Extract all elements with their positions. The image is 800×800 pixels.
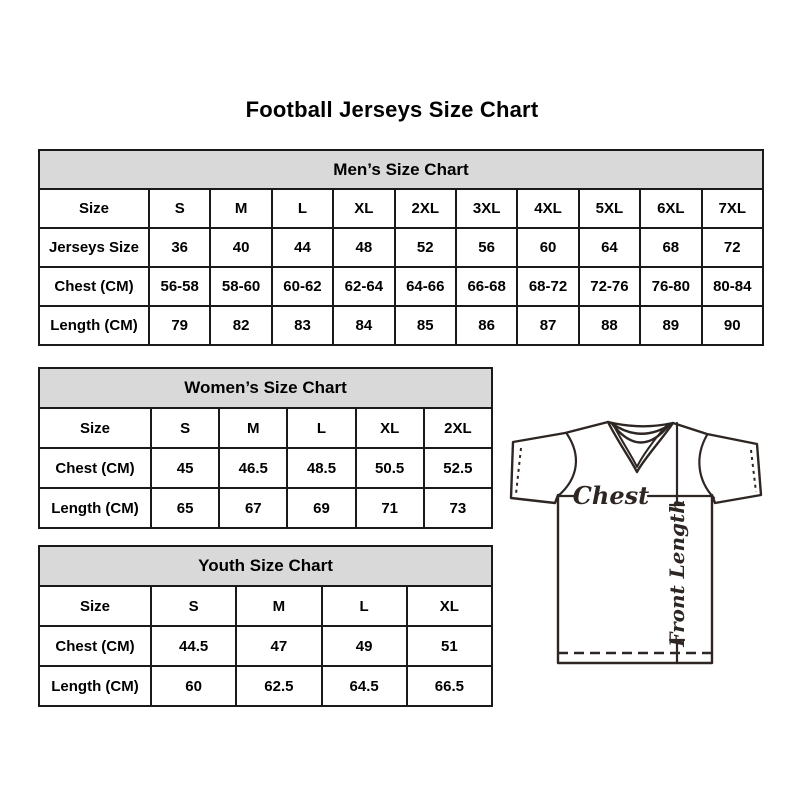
size-cell: 66.5 xyxy=(407,666,492,706)
row-label: Length (CM) xyxy=(39,306,149,345)
size-cell: 3XL xyxy=(456,189,517,228)
row-label: Length (CM) xyxy=(39,666,151,706)
size-cell: 73 xyxy=(424,488,492,528)
size-cell: L xyxy=(322,586,407,626)
size-cell: 89 xyxy=(640,306,701,345)
row-label: Chest (CM) xyxy=(39,626,151,666)
size-cell: 67 xyxy=(219,488,287,528)
size-cell: 72-76 xyxy=(579,267,640,306)
row-label: Size xyxy=(39,586,151,626)
size-cell: XL xyxy=(333,189,394,228)
size-cell: 68-72 xyxy=(517,267,578,306)
size-cell: 64-66 xyxy=(395,267,456,306)
size-cell: 86 xyxy=(456,306,517,345)
size-cell: 51 xyxy=(407,626,492,666)
table-row xyxy=(39,267,763,306)
size-cell: 60 xyxy=(517,228,578,267)
table-row xyxy=(39,488,492,528)
size-cell: 46.5 xyxy=(219,448,287,488)
size-cell: M xyxy=(210,189,271,228)
size-cell: M xyxy=(236,586,321,626)
row-label: Size xyxy=(39,189,149,228)
size-cell: 85 xyxy=(395,306,456,345)
row-label: Length (CM) xyxy=(39,488,151,528)
jersey-measurement-diagram xyxy=(505,410,777,668)
size-cell: 76-80 xyxy=(640,267,701,306)
mens-size-table xyxy=(38,149,764,346)
size-cell: S xyxy=(151,408,219,448)
size-cell: 50.5 xyxy=(356,448,424,488)
size-cell: 56 xyxy=(456,228,517,267)
size-cell: 66-68 xyxy=(456,267,517,306)
size-cell: XL xyxy=(407,586,492,626)
size-cell: 44 xyxy=(272,228,333,267)
front-length-label: Front Length xyxy=(665,499,689,647)
size-cell: S xyxy=(149,189,210,228)
size-cell: 7XL xyxy=(702,189,763,228)
womens-size-table xyxy=(38,367,493,529)
table-header-row xyxy=(39,150,763,189)
size-cell: 65 xyxy=(151,488,219,528)
size-cell: 40 xyxy=(210,228,271,267)
size-cell: 72 xyxy=(702,228,763,267)
size-cell: 48 xyxy=(333,228,394,267)
size-cell: L xyxy=(287,408,355,448)
size-cell: 36 xyxy=(149,228,210,267)
size-cell: 68 xyxy=(640,228,701,267)
size-cell: 88 xyxy=(579,306,640,345)
row-label: Size xyxy=(39,408,151,448)
page-title: Football Jerseys Size Chart xyxy=(245,97,539,122)
size-cell: 52.5 xyxy=(424,448,492,488)
size-cell: 60-62 xyxy=(272,267,333,306)
womens-table-title: Women’s Size Chart xyxy=(39,368,492,408)
size-cell: 44.5 xyxy=(151,626,236,666)
size-cell: 69 xyxy=(287,488,355,528)
size-cell: 79 xyxy=(149,306,210,345)
size-cell: 56-58 xyxy=(149,267,210,306)
table-row xyxy=(39,228,763,267)
table-row xyxy=(39,448,492,488)
size-cell: 6XL xyxy=(640,189,701,228)
size-cell: 5XL xyxy=(579,189,640,228)
size-cell: 71 xyxy=(356,488,424,528)
size-cell: 82 xyxy=(210,306,271,345)
size-cell: 2XL xyxy=(424,408,492,448)
size-cell: 2XL xyxy=(395,189,456,228)
size-cell: 45 xyxy=(151,448,219,488)
size-cell: 90 xyxy=(702,306,763,345)
size-cell: 62-64 xyxy=(333,267,394,306)
size-cell: 52 xyxy=(395,228,456,267)
table-header-row xyxy=(39,368,492,408)
size-cell: 4XL xyxy=(517,189,578,228)
size-cell: 64 xyxy=(579,228,640,267)
row-label: Chest (CM) xyxy=(39,267,149,306)
size-cell: 58-60 xyxy=(210,267,271,306)
row-label: Jerseys Size xyxy=(39,228,149,267)
table-row xyxy=(39,586,492,626)
size-cell: 83 xyxy=(272,306,333,345)
chest-label: Chest xyxy=(572,481,650,510)
table-row xyxy=(39,666,492,706)
size-cell: 60 xyxy=(151,666,236,706)
table-row xyxy=(39,306,763,345)
size-cell: 80-84 xyxy=(702,267,763,306)
table-row xyxy=(39,408,492,448)
size-cell: 48.5 xyxy=(287,448,355,488)
row-label: Chest (CM) xyxy=(39,448,151,488)
size-cell: S xyxy=(151,586,236,626)
size-cell: 87 xyxy=(517,306,578,345)
size-cell: 64.5 xyxy=(322,666,407,706)
youth-table-title: Youth Size Chart xyxy=(39,546,492,586)
table-header-row xyxy=(39,546,492,586)
size-cell: M xyxy=(219,408,287,448)
size-cell: 47 xyxy=(236,626,321,666)
table-row xyxy=(39,189,763,228)
youth-size-table xyxy=(38,545,493,707)
size-cell: 62.5 xyxy=(236,666,321,706)
mens-table-title: Men’s Size Chart xyxy=(39,150,763,189)
size-cell: 84 xyxy=(333,306,394,345)
size-cell: 49 xyxy=(322,626,407,666)
table-row xyxy=(39,626,492,666)
jersey-outline xyxy=(511,422,761,663)
size-cell: L xyxy=(272,189,333,228)
size-cell: XL xyxy=(356,408,424,448)
